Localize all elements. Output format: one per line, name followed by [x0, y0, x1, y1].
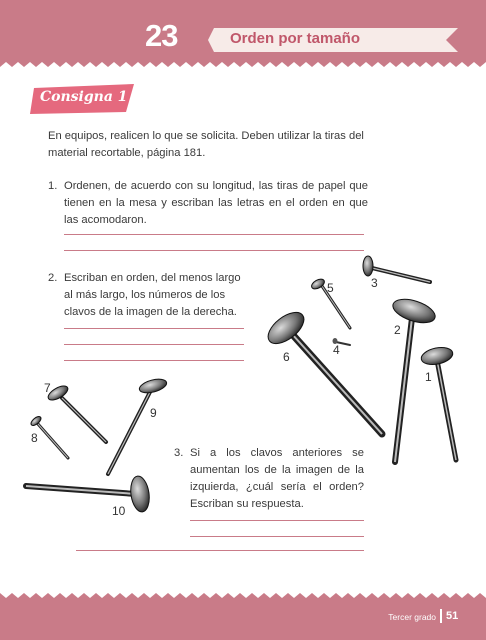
- nail-label-4: 4: [333, 343, 340, 357]
- consigna-label: Consigna 1: [40, 89, 128, 105]
- nail-label-3: 3: [371, 276, 378, 290]
- page-title: Orden por tamaño: [230, 30, 361, 47]
- question-1-text: Ordenen, de acuerdo con su longitud, las tiras de papel que tienen en la mesa y escriban las letras en el orden en que las acomodaron.: [64, 180, 368, 226]
- nail-label-9: 9: [150, 406, 157, 420]
- nail-1-icon: [420, 345, 456, 460]
- nail-label-2: 2: [394, 323, 401, 337]
- question-3-number: 3.: [174, 447, 184, 459]
- question-3-text: Si a los clavos anteriores se aumentan los de la imagen de la izquierda, ¿cuál sería el orden? Escriban su respuesta.: [190, 447, 364, 510]
- question-2-text: Escriban en orden, del menos largo al más largo, los números de los clavos de la imagen de la derecha.: [64, 272, 241, 318]
- page-number: 51: [446, 610, 459, 622]
- lesson-number: 23: [145, 18, 178, 53]
- nail-10-icon: [26, 475, 151, 513]
- question-1-number: 1.: [48, 180, 58, 192]
- nail-6-icon: [263, 306, 382, 434]
- footer-separator: [440, 609, 442, 623]
- nail-9-icon: [108, 377, 168, 474]
- nail-label-10: 10: [112, 504, 126, 518]
- nail-label-6: 6: [283, 350, 290, 364]
- nail-label-7: 7: [44, 381, 51, 395]
- footer-grade: Tercer grado: [388, 612, 436, 622]
- question-2-number: 2.: [48, 272, 58, 284]
- nail-label-1: 1: [425, 370, 432, 384]
- intro-text: En equipos, realicen lo que se solicita. Deben utilizar la tiras del material recortable, página 181.: [48, 130, 364, 159]
- nail-7-icon: [46, 383, 106, 442]
- nail-label-8: 8: [31, 431, 38, 445]
- nail-label-5: 5: [327, 281, 334, 295]
